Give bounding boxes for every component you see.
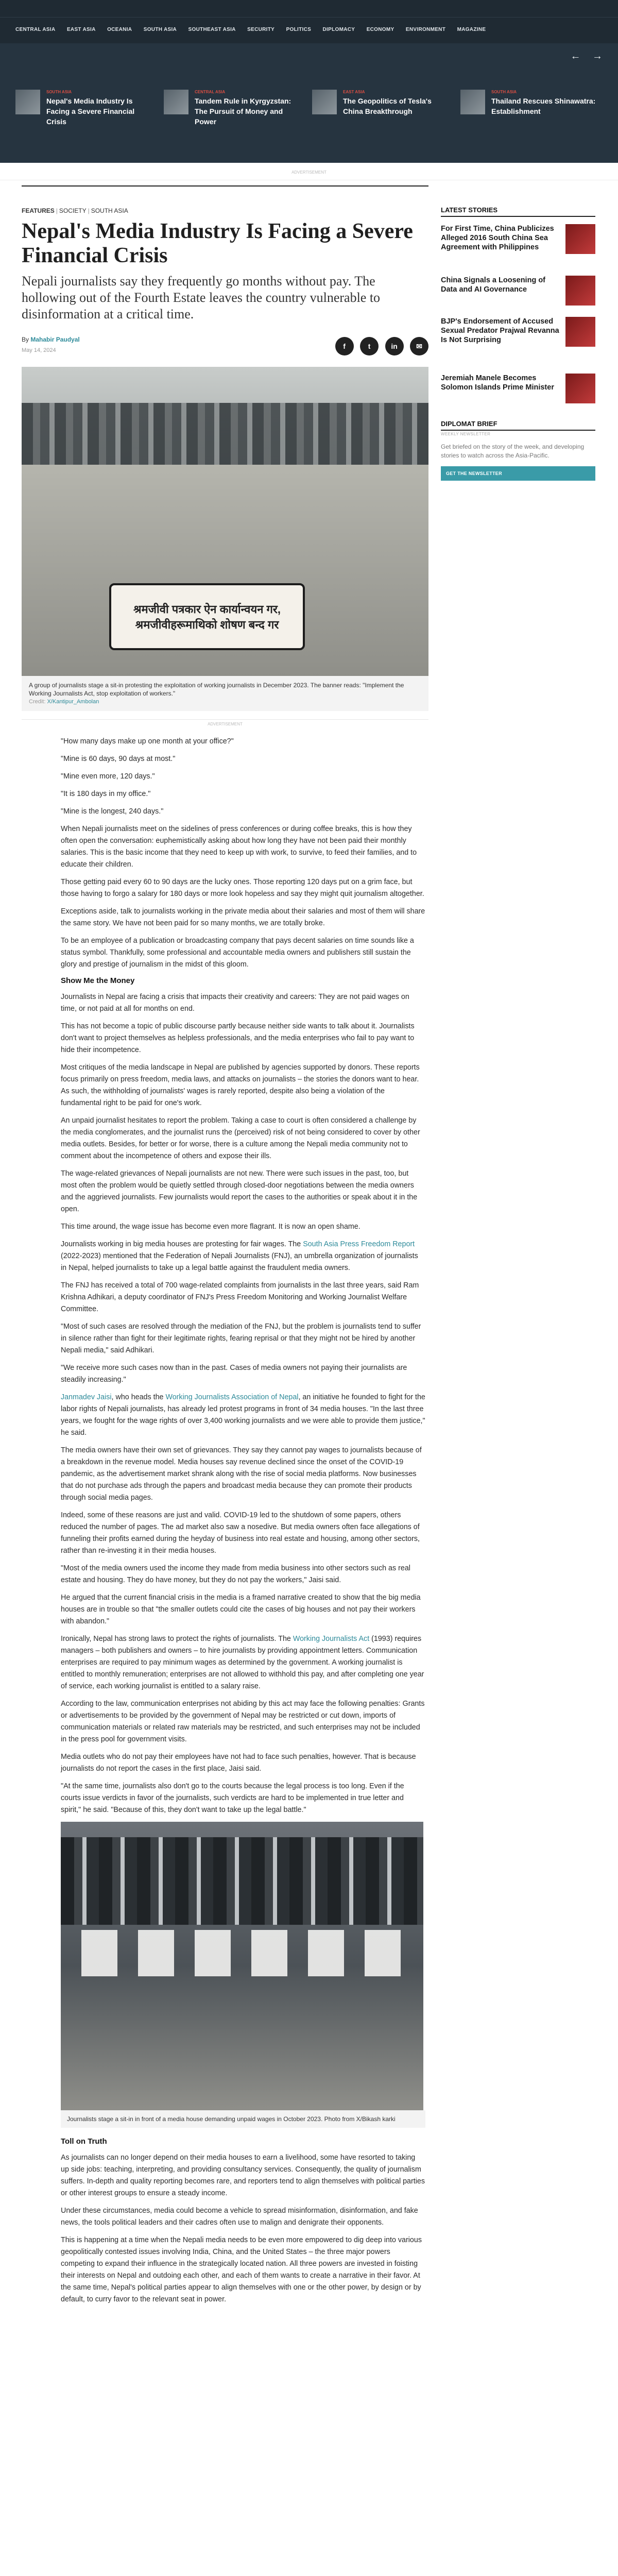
featured-card[interactable] [15, 90, 154, 162]
carousel-controls [561, 50, 603, 62]
paragraph-text: Ironically, Nepal has strong laws to protect the rights of journalists. The [61, 1635, 293, 1643]
nav-item[interactable]: SECURITY [247, 27, 275, 32]
section-heading: Toll on Truth [61, 2137, 107, 2146]
brief-heading: DIPLOMAT BRIEF [441, 420, 595, 431]
featured-tag: CENTRAL ASIA [195, 90, 226, 94]
hero-banner: श्रमजीवी पत्रकार ऐन कार्यान्वयन गर, श्रमजीवीहरूमाथिको शोषण बन्द गर [109, 583, 305, 650]
latest-story[interactable] [441, 317, 595, 366]
paragraph: The wage-related grievances of Nepali journalists are not new. There were such issues in the past, too, but most often the problem would be quietly settled through closed-door negotiations between the media owners and the aggrieved journalists. Few journalists would report the cases to the authorities or speak about it in the open. [61, 1170, 418, 1213]
latest-story-thumbnail[interactable] [565, 317, 595, 347]
paragraph: This is happening at a time when the Nepali media needs to be even more empowered to dig deep into various geopolitically contested issues involving India, China, and the United States – the three major powers competing to expand their influence in the strategically located nation. All three powers are invested in foisting their interests on Nepal and outdoing each other, and each of them wants to create a narrative in their favor. At the same time, Nepal's political parties appear to align themselves with one or the other power, by design or by default, to curry favor to the relevant seat in power. [61, 2236, 422, 2303]
paragraph-text: (1993) requires managers – both publishers and owners – to hire journalists by providing appointment letters. Communication enterprises are required to pay minimum wages as determined by the government. A working journalist is entitled to monthly remuneration; enterprises are not allowed to withhold this pay, and after completing one year of service, each working journalist is entitled to a salary raise. [61, 1635, 424, 1690]
featured-card[interactable] [312, 90, 451, 162]
paragraph-text: Journalists working in big media houses are protesting for fair wages. The [61, 1240, 303, 1248]
latest-story-title[interactable]: Jeremiah Manele Becomes Solomon Islands Prime Minister [441, 374, 554, 392]
twitter-icon[interactable]: t [360, 337, 379, 355]
hero-caption-text: A group of journalists stage a sit-in protesting the exploitation of working journalists in December 2023. The banner reads: "Implement the Working Journalists Act, stop exploitation of workers." [29, 682, 404, 697]
breadcrumb-section[interactable]: FEATURES [22, 207, 55, 214]
paragraph: He argued that the current financial crisis in the media is a framed narrative created to show that the big media houses are in trouble so that "the smaller outlets could cite the cases of big houses and not pay their workers with abandon." [61, 1594, 421, 1625]
paragraph-text: , who heads the [111, 1393, 166, 1401]
act-link[interactable]: Working Journalists Act [293, 1635, 370, 1643]
linkedin-icon[interactable]: in [385, 337, 404, 355]
paragraph: "Mine is 60 days, 90 days at most." [61, 755, 176, 763]
paragraph: The media owners have their own set of grievances. They say they cannot pay wages to journalists because of a breakdown in the revenue model. Media houses say revenue declined since the onset of the COVID-19 pandemic, as the advertisement market shrank along with the rise of social media platforms. Now businesses that do not purchase ads through the papers and broadcast media because they can promote their products through social media pages. [61, 1446, 422, 1502]
featured-card[interactable] [164, 90, 303, 162]
inline-image-signs [81, 1930, 403, 1976]
hero-caption [22, 676, 428, 711]
featured-title[interactable]: Nepal's Media Industry Is Facing a Severe Financial Crisis [46, 97, 135, 126]
article-subtitle: Nepali journalists say they frequently go months without pay. The hollowing out of the Fourth Estate leaves the country vulnerable to disinformation at a critical time. [22, 274, 381, 321]
paragraph-text: , an initiative he founded to fight for the labor rights of Nepali journalists, has already led protest programs in front of 34 media houses. "In the last three years, we fought for the wage rights of over 3,400 working journalists and we were able to provide them justice," he said. [61, 1393, 425, 1437]
featured-title[interactable]: Tandem Rule in Kyrgyzstan: The Pursuit of Money and Power [195, 97, 291, 126]
email-icon[interactable]: ✉ [410, 337, 428, 355]
nav-item[interactable]: MAGAZINE [457, 27, 486, 32]
featured-thumbnail [15, 90, 40, 114]
hero-credit [29, 698, 421, 706]
organization-link[interactable]: Working Journalists Association of Nepal [165, 1393, 299, 1401]
share-buttons [331, 337, 428, 355]
paragraph-text: (2022-2023) mentioned that the Federation of Nepali Journalists (FNJ), an umbrella organization of journalists in Nepal, helped journalists to take up a legal battle against the fraudulent media owners. [61, 1252, 418, 1272]
nav-item[interactable]: POLITICS [286, 27, 312, 32]
latest-story-thumbnail[interactable] [565, 224, 595, 254]
breadcrumb-subsection[interactable]: SOCIETY [59, 207, 87, 214]
top-bar [0, 0, 618, 18]
latest-story-title[interactable]: BJP's Endorsement of Accused Sexual Predator Prajwal Revanna Is Not Surprising [441, 317, 559, 344]
featured-thumbnail [312, 90, 337, 114]
nav-item[interactable]: SOUTH ASIA [143, 27, 177, 32]
breadcrumb: FEATURES | SOCIETY | SOUTH ASIA [22, 185, 428, 216]
breadcrumb-subsection[interactable]: SOUTH ASIA [91, 207, 128, 214]
paragraph: The FNJ has received a total of 700 wage-related complaints from journalists in the last three years, said Ram Krishna Adhikari, a deputy coordinator of FNJ's Press Freedom Monitoring and Working Journalist Welfare Committee. [61, 1281, 419, 1313]
paragraph: As journalists can no longer depend on their media houses to earn a livelihood, some have resorted to taking up side jobs: teaching, interpreting, and providing consultancy services. Consequently, the quality of journalism suffers. In-depth and quality reporting becomes rare, and reporters tend to align themselves with political parties or other interest groups to ensure a steady income. [61, 2154, 425, 2197]
credit-link[interactable]: X/Kantipur_Ambolan [47, 699, 99, 705]
paragraph: Exceptions aside, talk to journalists working in the private media about their salaries and most of them will share the same story. We have not been paid for so many months, we are totally broke. [61, 907, 425, 927]
featured-tag: SOUTH ASIA [46, 90, 72, 94]
paragraph: "Most of the media owners used the income they made from media business into other sectors such as real estate and housing. They do have money, but they do not pay the workers," Jaisi said. [61, 1564, 410, 1584]
arrow-right-icon[interactable]: → [592, 50, 603, 62]
article-body [22, 736, 428, 2306]
paragraph: To be an employee of a publication or broadcasting company that pays decent salaries on time sounds like a status symbol. Thankfully, some professional and accountable media owners and publishers still sustain the glory and prestige of journalism in the midst of this gloom. [61, 937, 414, 969]
hero-crowd [22, 403, 428, 465]
latest-stories-heading: LATEST STORIES [441, 206, 595, 217]
paragraph: According to the law, communication enterprises not abiding by this act may face the following penalties: Grants or advertisements to be provided by the government of Nepal may be restricted or cut down, imports of communication materials or related raw materials may be restricted, and such enterprises may not be included in the press pool for government visits. [61, 1700, 425, 1743]
featured-tag: EAST ASIA [343, 90, 365, 94]
facebook-icon[interactable]: f [335, 337, 354, 355]
report-link[interactable]: South Asia Press Freedom Report [303, 1240, 415, 1248]
article-title: Nepal's Media Industry Is Facing a Severe Financial Crisis [22, 219, 413, 267]
latest-story[interactable] [441, 276, 595, 310]
latest-story[interactable] [441, 224, 595, 268]
nav-item[interactable]: ENVIRONMENT [405, 27, 446, 32]
paragraph: An unpaid journalist hesitates to report the problem. Taking a case to court is often considered a challenge by the media conglomerates, and the journalist runs the (perceived) risk of not being considered to cover by other media outlets. Besides, for better or for worse, there is a culture among the Nepali media community not to comment about the incompetence of others and expose their ills. [61, 1116, 420, 1160]
featured-card[interactable] [460, 90, 603, 162]
arrow-left-icon[interactable]: ← [570, 50, 581, 62]
paragraph: This has not become a topic of public discourse partly because neither side wants to talk about it. Journalists don't want to project themselves as helpless professionals, and the media enterprises who fail to pay want to hide their incompetence. [61, 1022, 415, 1054]
paragraph: Media outlets who do not pay their employees have not had to face such penalties, however. That is because journalists do not report the cases in the first place, Jaisi said. [61, 1753, 416, 1773]
nav-item[interactable]: SOUTHEAST ASIA [188, 27, 236, 32]
nav-item[interactable]: ECONOMY [366, 27, 394, 32]
nav-item[interactable]: EAST ASIA [66, 27, 96, 32]
nav-item[interactable]: OCEANIA [107, 27, 132, 32]
paragraph: "We receive more such cases now than in the past. Cases of media owners not paying their journalists are steadily increasing." [61, 1364, 407, 1384]
paragraph: Journalists in Nepal are facing a crisis that impacts their creativity and careers: They are not paid wages on time, or not paid at all for months on end. [61, 993, 409, 1013]
featured-title[interactable]: Thailand Rescues Shinawatra: Establishment [491, 97, 596, 115]
latest-story[interactable] [441, 374, 595, 408]
section-heading: Show Me the Money [61, 976, 135, 985]
hero-image [22, 367, 428, 676]
brief-subheading: WEEKLY NEWSLETTER [441, 432, 491, 436]
inline-image-crowd [61, 1837, 423, 1925]
paragraph [61, 1633, 425, 1692]
paragraph: "Mine even more, 120 days." [61, 772, 155, 781]
featured-title[interactable]: The Geopolitics of Tesla's China Breakthrough [343, 97, 432, 115]
latest-story-thumbnail[interactable] [565, 276, 595, 306]
inline-image [61, 1822, 423, 2110]
top-navigation [0, 0, 618, 43]
paragraph: "It is 180 days in my office." [61, 790, 151, 798]
latest-story-title[interactable]: For First Time, China Publicizes Alleged 2016 South China Sea Agreement with Philippines [441, 225, 554, 251]
paragraph: When Nepali journalists meet on the sidelines of press conferences or during coffee breaks, this is how they often open the conversation: euphemistically asking about how long they have not been paid their monthly salaries. This is the basic income that they need to keep up with work, to survive, to feed their families, and to educate their children. [61, 825, 417, 869]
nav-item[interactable]: CENTRAL ASIA [15, 27, 56, 32]
latest-story-thumbnail[interactable] [565, 374, 595, 403]
sidebar [441, 206, 595, 481]
article [22, 185, 428, 2311]
by-label: By [22, 336, 29, 343]
paragraph: "How many days make up one month at your office?" [61, 737, 234, 745]
inline-caption: Journalists stage a sit-in in front of a media house demanding unpaid wages in October 2023. Photo from X/Bikash karki [61, 2110, 425, 2128]
featured-thumbnail [164, 90, 188, 114]
paragraph: Under these circumstances, media could become a vehicle to spread misinformation, disinformation, and fake news, the tools political leaders and their cadres often use to malign and denigrate their opponents. [61, 2207, 418, 2227]
paragraph: Indeed, some of these reasons are just and valid. COVID-19 led to the shutdown of some papers, others reduced the number of pages. The ad market also saw a nosedive. But media owners often face allegations of funneling their profits earned during the heyday of business into real estate and housing, among other sectors, rather than re-investing it in their media houses. [61, 1511, 420, 1555]
paragraph: "Mine is the longest, 240 days." [61, 807, 164, 816]
paragraph: "At the same time, journalists also don't go to the courts because the legal process is too long. Even if the courts issue verdicts in favor of the journalists, such verdicts are hard to be implemented in true letter and spirit," he said. "Because of this, they don't want to take up the legal battle." [61, 1782, 404, 1814]
featured-tag: SOUTH ASIA [491, 90, 517, 94]
person-link[interactable]: Janmadev Jaisi [61, 1393, 112, 1401]
main-menu [15, 24, 603, 33]
paragraph: Those getting paid every 60 to 90 days are the lucky ones. Those reporting 120 days put on a grim face, but those having to forgo a salary for 180 days or more look hopeless and say they might quit journalism altogether. [61, 878, 424, 898]
featured-carousel [0, 43, 618, 163]
byline [22, 336, 428, 363]
paragraph: "Most of such cases are resolved through the mediation of the FNJ, but the problem is journalists tend to suffer in silence rather than fight for their legitimate rights, fearing reprisal or that they might not be hired by another Nepali media," said Adhikari. [61, 1323, 421, 1354]
featured-thumbnail [460, 90, 485, 114]
paragraph: This time around, the wage issue has become even more flagrant. It is now an open shame. [61, 1223, 360, 1231]
paragraph: Most critiques of the media landscape in Nepal are published by agencies supported by donors. These reports focus primarily on press freedom, media laws, and attacks on journalists – the stories the donors want to hear. As such, the withholding of journalists' wages is rarely reported, despite also being a violation of the fundamental right to be paid for one's work. [61, 1063, 420, 1107]
newsletter-button[interactable]: GET THE NEWSLETTER [441, 466, 595, 481]
author-link[interactable]: Mahabir Paudyal [30, 336, 80, 343]
latest-story-title[interactable]: China Signals a Loosening of Data and AI Governance [441, 276, 546, 294]
publish-date: May 14, 2024 [22, 347, 56, 353]
credit-label: Credit: [29, 699, 46, 705]
ad-label: ADVERTISEMENT [22, 719, 428, 728]
brief-description: Get briefed on the story of the week, and developing stories to watch across the Asia-Pacific. [441, 443, 585, 459]
paragraph [61, 1239, 425, 1274]
nav-item[interactable]: DIPLOMACY [322, 27, 355, 32]
paragraph [61, 1392, 425, 1439]
ad-label: ADVERTISEMENT [0, 170, 618, 180]
